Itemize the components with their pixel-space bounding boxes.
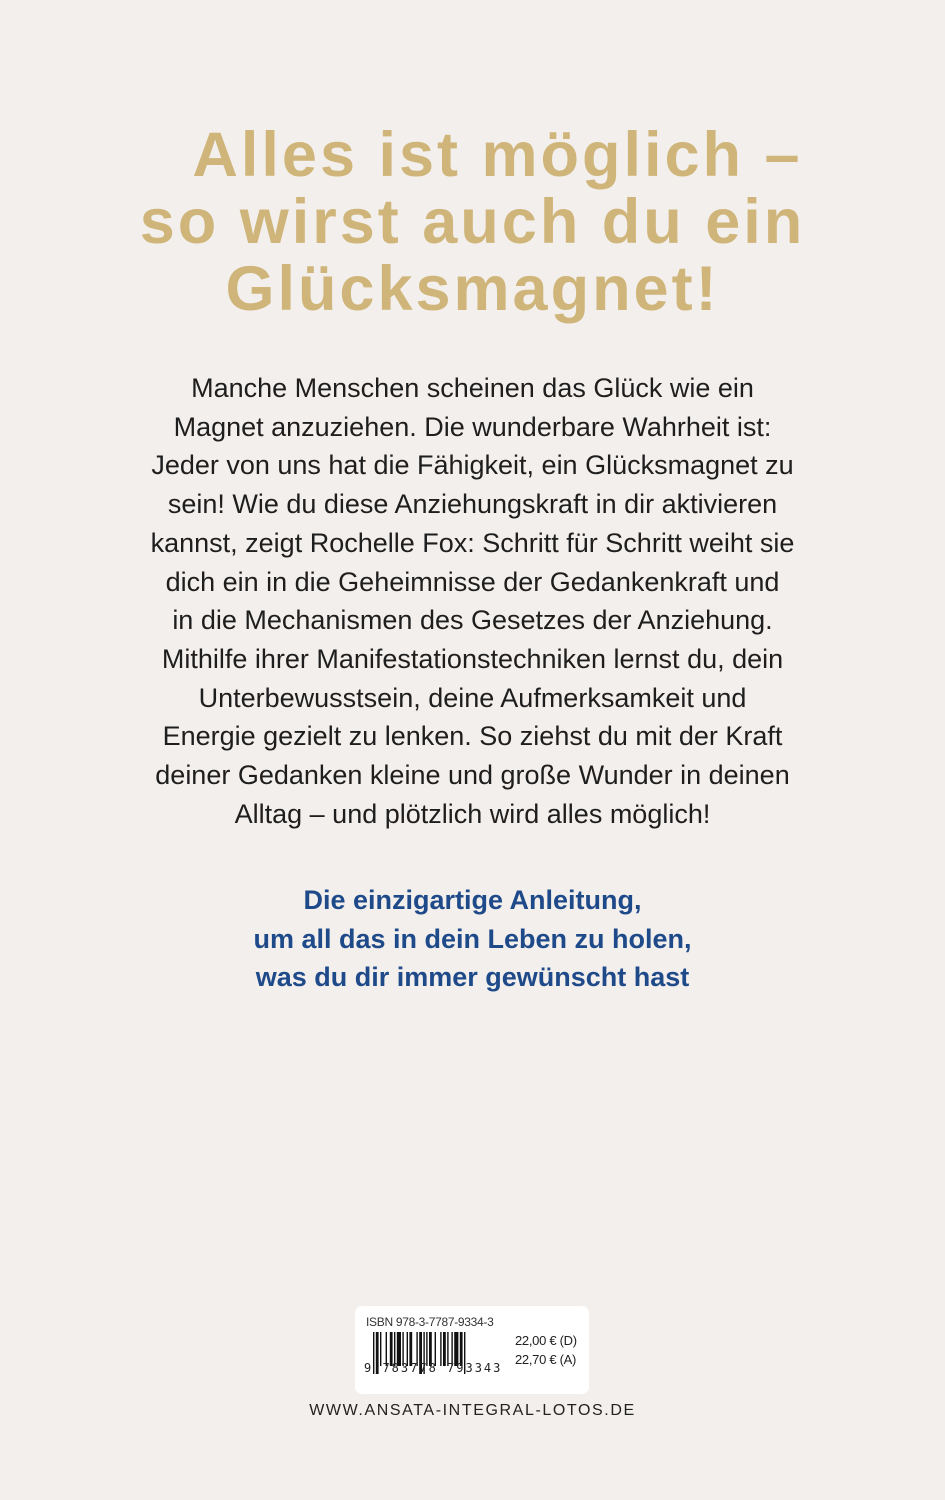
tagline-line: Die einzigartige Anleitung, bbox=[303, 885, 642, 915]
description-line: Energie gezielt zu lenken. So ziehst du mit der Kraft bbox=[162, 721, 783, 752]
headline bbox=[0, 122, 945, 323]
description-line: deiner Gedanken kleine und große Wunder in deinen bbox=[155, 760, 790, 791]
barcode-digits: 9 783778 793343 bbox=[364, 1361, 503, 1375]
description-line: Alltag – und plötzlich wird alles möglich! bbox=[234, 798, 711, 829]
description-line: Manche Menschen scheinen das Glück wie ein bbox=[191, 373, 754, 403]
headline-line: so wirst auch du ein bbox=[139, 187, 806, 257]
tagline-line: um all das in dein Leben zu holen, bbox=[253, 923, 692, 954]
description-line: sein! Wie du diese Anziehungskraft in dir aktivieren bbox=[167, 489, 778, 520]
price-austria: 22,70 € (A) bbox=[515, 1352, 577, 1367]
description-line: Jeder von uns hat die Fähigkeit, ein Glücksmagnet zu bbox=[151, 450, 794, 481]
description bbox=[0, 369, 945, 833]
isbn-text: ISBN 978-3-7787-9334-3 bbox=[366, 1315, 494, 1329]
tagline-line: was du dir immer gewünscht hast bbox=[255, 962, 690, 992]
barcode-label bbox=[355, 1306, 589, 1394]
description-line: Mithilfe ihrer Manifestationstechniken lernst du, dein bbox=[161, 643, 784, 674]
description-line: in die Mechanismen des Gesetzes der Anziehung. bbox=[172, 605, 773, 636]
description-line: Unterbewusstsein, deine Aufmerksamkeit und bbox=[198, 682, 747, 713]
description-line: dich ein in die Geheimnisse der Gedankenkraft und bbox=[165, 566, 780, 597]
tagline bbox=[0, 881, 945, 997]
headline-line: Alles ist möglich – bbox=[192, 120, 803, 190]
headline-line: Glücksmagnet! bbox=[225, 254, 720, 324]
price-germany: 22,00 € (D) bbox=[515, 1333, 577, 1348]
description-line: kannst, zeigt Rochelle Fox: Schritt für Schritt weiht sie bbox=[150, 527, 795, 558]
publisher-website[interactable]: WWW.ANSATA-INTEGRAL-LOTOS.DE bbox=[309, 1402, 636, 1419]
description-line: Magnet anzuziehen. Die wunderbare Wahrheit ist: bbox=[173, 411, 772, 442]
